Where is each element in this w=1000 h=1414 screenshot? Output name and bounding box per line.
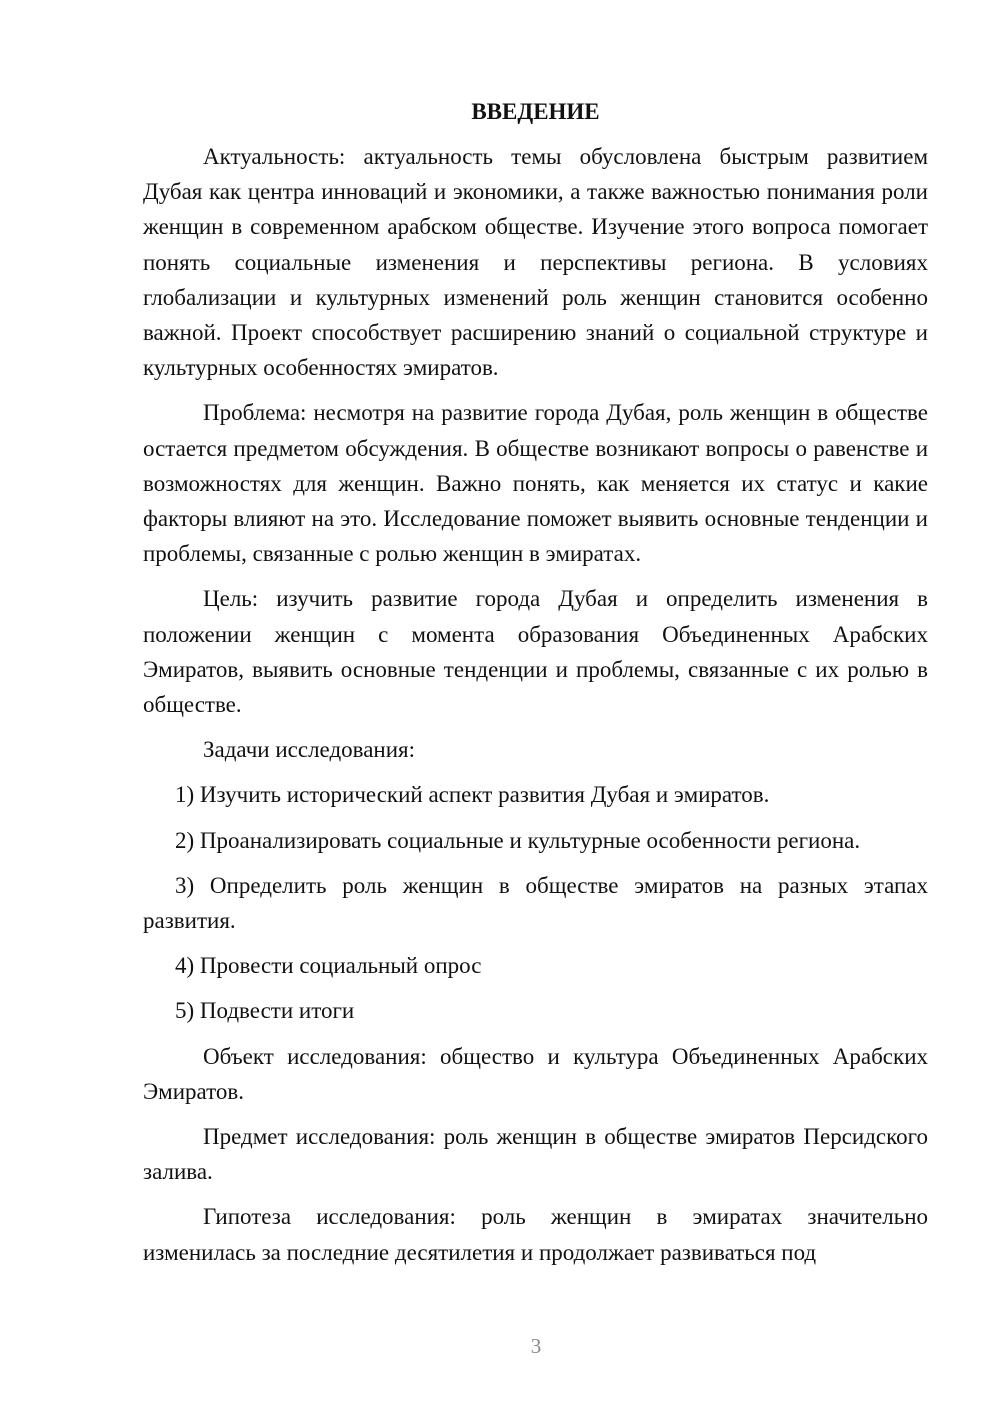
task-item: 3) Определить роль женщин в обществе эмиратов на разных этапах развития. xyxy=(143,872,928,934)
task-item: 1) Изучить исторический аспект развития Дубая и эмиратов. xyxy=(175,782,770,808)
task-item: 4) Провести социальный опрос xyxy=(175,953,482,979)
paragraph-goal: Цель: изучить развитие города Дубая и определить изменения в положении женщин с момента образования Объединенных Арабских Эмиратов, выявить основные тенденции и проблемы, связанные с их ролью в обществе. xyxy=(143,586,928,718)
task-item: 2) Проанализировать социальные и культурные особенности региона. xyxy=(175,827,861,853)
page-content xyxy=(143,94,928,1280)
tasks-heading: Задачи исследования: xyxy=(203,737,416,763)
page-number: 3 xyxy=(530,1334,542,1358)
paragraph-hypothesis: Гипотеза исследования: роль женщин в эмиратах значительно изменилась за последние десятилетия и продолжает развиваться под xyxy=(143,1204,928,1265)
paragraph-object: Объект исследования: общество и культура Объединенных Арабских Эмиратов. xyxy=(143,1043,928,1104)
page-title: ВВЕДЕНИЕ xyxy=(471,99,600,124)
paragraph-subject: Предмет исследования: роль женщин в обществе эмиратов Персидского залива. xyxy=(143,1124,928,1185)
paragraph-relevance: Актуальность: актуальность темы обусловлена быстрым развитием Дубая как центра инноваций и экономики, а также важностью понимания роли женщин в современном арабском обществе. Изучение этого вопроса помогает понять социальные изменения и перспективы региона. В условиях глобализации и культурных изменений роль женщин становится особенно важной. Проект способствует расширению знаний о социальной структуре и культурных особенностях эмиратов. xyxy=(143,144,928,381)
paragraph-problem: Проблема: несмотря на развитие города Дубая, роль женщин в обществе остается предметом обсуждения. В обществе возникают вопросы о равенстве и возможностях для женщин. Важно понять, как меняется их статус и какие факторы влияют на это. Исследование поможет выявить основные тенденции и проблемы, связанные с ролью женщин в эмиратах. xyxy=(143,400,928,567)
task-item: 5) Подвести итоги xyxy=(175,998,355,1024)
